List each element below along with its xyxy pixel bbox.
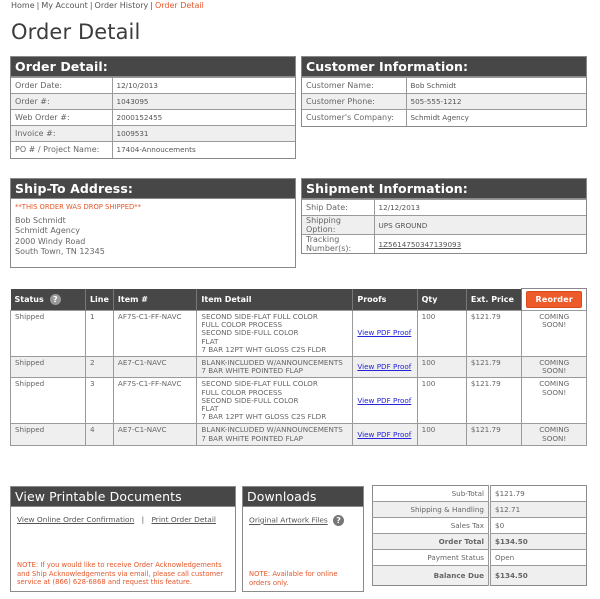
item-cell: AE7-C1-NAVC <box>113 357 196 378</box>
ship-to-address <box>11 199 295 261</box>
detail-line: FULL COLOR PROCESS <box>201 387 283 397</box>
qty-column-header: Qty <box>417 289 466 311</box>
breadcrumb <box>11 1 204 10</box>
page-title: Order Detail <box>11 20 141 44</box>
breadcrumb-my-account[interactable]: My Account <box>41 1 88 10</box>
line-cell: 4 <box>85 424 113 445</box>
status-column-header <box>11 289 86 311</box>
po-project-label: PO # / Project Name: <box>11 142 112 158</box>
payment-status-row <box>373 550 587 566</box>
downloads-panel <box>242 486 364 592</box>
original-artwork-files-link[interactable]: Original Artwork Files <box>249 515 328 525</box>
detail-line: SECOND SIDE-FLAT FULL COLOR <box>201 312 318 321</box>
tracking-value <box>374 235 586 254</box>
detail-line: BLANK-INCLUDED W/ANNOUNCEMENTS <box>201 358 343 368</box>
breadcrumb-home[interactable]: Home <box>11 1 35 10</box>
customer-company-row <box>302 110 586 126</box>
qty-cell: 100 <box>417 357 466 378</box>
view-pdf-proof-link[interactable]: View PDF Proof <box>357 328 412 338</box>
status-cell: Shipped <box>11 424 86 445</box>
tracking-label: Tracking Number(s): <box>302 235 374 254</box>
price-cell: $121.79 <box>466 378 522 424</box>
shipping-handling-label: Shipping & Handling <box>373 502 490 518</box>
detail-line: FLAT <box>201 404 219 414</box>
reorder-cell: COMING SOON! <box>522 424 587 445</box>
status-header-label: Status <box>14 294 44 304</box>
sales-tax-row <box>373 518 587 534</box>
po-project-value: 17404-Annoucements <box>112 142 295 158</box>
shipment-info-table <box>302 199 586 253</box>
detail-line: 7 BAR WHITE POINTED FLAP <box>201 433 304 443</box>
subtotal-row <box>373 486 587 502</box>
breadcrumb-separator: | <box>150 1 153 10</box>
printable-docs-heading: View Printable Documents <box>11 487 235 507</box>
ship-to-heading: Ship-To Address: <box>11 179 295 199</box>
reorder-button[interactable]: Reorder <box>526 291 582 308</box>
order-date-value: 12/10/2013 <box>112 78 295 94</box>
order-number-row <box>11 94 295 110</box>
shipment-info-heading: Shipment Information: <box>302 179 586 199</box>
breadcrumb-order-history[interactable]: Order History <box>94 1 149 10</box>
table-row <box>11 378 587 424</box>
printable-docs-panel <box>10 486 236 592</box>
invoice-label: Invoice #: <box>11 126 112 142</box>
breadcrumb-separator: | <box>89 1 93 10</box>
order-total-value: $134.50 <box>490 534 587 550</box>
invoice-value: 1009531 <box>112 126 295 142</box>
shipping-option-value: UPS GROUND <box>374 216 586 235</box>
downloads-heading: Downloads <box>243 487 363 507</box>
ship-date-row <box>302 200 586 216</box>
customer-company-value: Schmidt Agency <box>406 110 586 126</box>
ship-to-line-company: Schmidt Agency <box>15 226 80 235</box>
po-project-row <box>11 142 295 158</box>
order-detail-panel <box>10 56 296 159</box>
qty-cell: 100 <box>417 378 466 424</box>
web-order-row <box>11 110 295 126</box>
order-number-label: Order #: <box>11 94 112 110</box>
payment-status-value: Open <box>490 550 587 566</box>
order-total-label: Order Total <box>373 534 490 550</box>
balance-due-row <box>373 566 587 586</box>
detail-line: FULL COLOR PROCESS <box>201 320 283 330</box>
view-pdf-proof-link[interactable]: View PDF Proof <box>357 429 412 439</box>
reorder-cell: COMING SOON! <box>522 357 587 378</box>
printable-docs-links <box>11 507 235 528</box>
link-separator: | <box>141 515 145 524</box>
table-row <box>11 424 587 445</box>
customer-phone-label: Customer Phone: <box>302 94 406 110</box>
line-cell: 1 <box>85 311 113 357</box>
detail-line: FLAT <box>201 336 219 346</box>
ship-date-value: 12/12/2013 <box>374 200 586 216</box>
proof-cell <box>353 378 417 424</box>
sales-tax-label: Sales Tax <box>373 518 490 534</box>
reorder-cell: COMING SOON! <box>522 378 587 424</box>
order-date-label: Order Date: <box>11 78 112 94</box>
detail-line: BLANK-INCLUDED W/ANNOUNCEMENTS <box>201 425 343 435</box>
proof-cell <box>353 311 417 357</box>
detail-line: 7 BAR 12PT WHT GLOSS C2S FLDR <box>201 412 327 422</box>
order-total-row <box>373 534 587 550</box>
print-order-detail-link[interactable]: Print Order Detail <box>151 515 216 524</box>
proof-cell <box>353 357 417 378</box>
table-row <box>11 311 587 357</box>
table-row <box>11 357 587 378</box>
detail-line: 7 BAR WHITE POINTED FLAP <box>201 366 304 376</box>
customer-info-panel <box>301 56 587 127</box>
customer-info-heading: Customer Information: <box>302 57 586 77</box>
order-items-table <box>10 288 587 446</box>
reorder-column-header <box>522 289 587 311</box>
order-detail-heading: Order Detail: <box>11 57 295 77</box>
tracking-number-link[interactable]: 1Z5614750347139093 <box>378 239 462 249</box>
order-number-value: 1043095 <box>112 94 295 110</box>
customer-phone-value: 505-555-1212 <box>406 94 586 110</box>
shipping-option-label: Shipping Option: <box>302 216 374 235</box>
ship-to-line-city: South Town, TN 12345 <box>15 247 105 256</box>
drop-ship-notice: **THIS ORDER WAS DROP SHIPPED** <box>15 203 142 211</box>
subtotal-value: $121.79 <box>495 489 525 498</box>
shipping-handling-row <box>373 502 587 518</box>
shipping-option-row <box>302 216 586 235</box>
balance-due-label: Balance Due <box>373 566 490 586</box>
status-cell: Shipped <box>11 311 86 357</box>
customer-phone-row <box>302 94 586 110</box>
reorder-cell: COMING SOON! <box>522 311 587 357</box>
line-cell: 3 <box>85 378 113 424</box>
detail-column-header: Item Detail <box>197 289 353 311</box>
detail-cell <box>197 424 353 445</box>
help-icon[interactable]: ? <box>333 515 344 526</box>
breadcrumb-separator: | <box>36 1 40 10</box>
status-cell: Shipped <box>11 378 86 424</box>
order-detail-table <box>11 77 295 158</box>
ship-date-label: Ship Date: <box>302 200 374 216</box>
ship-to-line-name: Bob Schmidt <box>15 215 66 225</box>
customer-name-row <box>302 78 586 94</box>
customer-company-label: Customer's Company: <box>302 110 406 126</box>
line-column-header: Line <box>85 289 113 311</box>
price-cell: $121.79 <box>466 424 522 445</box>
detail-line: 7 BAR 12PT WHT GLOSS C2S FLDR <box>201 344 327 354</box>
help-icon[interactable]: ? <box>50 294 61 305</box>
qty-cell: 100 <box>417 311 466 357</box>
email-ack-note: NOTE: If you would like to receive Order Acknowledgements and Ship Acknowledgements via email, please call customer service at (866) 628-6868 and request this feature. <box>17 561 224 586</box>
ship-to-panel <box>10 178 296 268</box>
item-cell: AF7S-C1-FF-NAVC <box>113 311 196 357</box>
view-pdf-proof-link[interactable]: View PDF Proof <box>357 395 412 405</box>
item-column-header: Item # <box>113 289 196 311</box>
tracking-row <box>302 235 586 254</box>
order-date-row <box>11 78 295 94</box>
subtotal-label: Sub-Total <box>373 486 490 502</box>
order-totals-table <box>372 485 587 586</box>
ship-to-line-street: 2000 Windy Road <box>15 236 86 246</box>
web-order-label: Web Order #: <box>11 110 112 126</box>
price-column-header: Ext. Price <box>466 289 522 311</box>
payment-status-label: Payment Status <box>373 550 490 566</box>
invoice-row <box>11 126 295 142</box>
detail-cell <box>197 357 353 378</box>
detail-line: SECOND SIDE-FULL COLOR <box>201 395 299 405</box>
line-cell: 2 <box>85 357 113 378</box>
item-cell: AE7-C1-NAVC <box>113 424 196 445</box>
customer-name-value: Bob Schmidt <box>406 78 586 94</box>
detail-line: SECOND SIDE-FLAT FULL COLOR <box>201 379 318 389</box>
balance-due-value: $134.50 <box>490 566 587 586</box>
shipping-handling-value: $12.71 <box>490 502 587 518</box>
price-cell: $121.79 <box>466 357 522 378</box>
proofs-column-header: Proofs <box>353 289 417 311</box>
status-cell: Shipped <box>11 357 86 378</box>
view-pdf-proof-link[interactable]: View PDF Proof <box>357 362 412 372</box>
downloads-note: NOTE: Available for online orders only. <box>249 570 338 587</box>
web-order-value: 2000152455 <box>112 110 295 126</box>
shipment-info-panel <box>301 178 587 254</box>
detail-line: SECOND SIDE-FULL COLOR <box>201 328 299 338</box>
breadcrumb-order-detail: Order Detail <box>154 1 204 10</box>
customer-name-label: Customer Name: <box>302 78 406 94</box>
detail-cell <box>197 311 353 357</box>
qty-cell: 100 <box>417 424 466 445</box>
item-cell: AF7S-C1-FF-NAVC <box>113 378 196 424</box>
sales-tax-value: $0 <box>490 518 587 534</box>
price-cell: $121.79 <box>466 311 522 357</box>
downloads-links <box>243 507 363 530</box>
detail-cell <box>197 378 353 424</box>
items-header-row <box>11 289 587 311</box>
proof-cell <box>353 424 417 445</box>
view-order-confirmation-link[interactable]: View Online Order Confirmation <box>17 515 135 524</box>
customer-info-table <box>302 77 586 126</box>
